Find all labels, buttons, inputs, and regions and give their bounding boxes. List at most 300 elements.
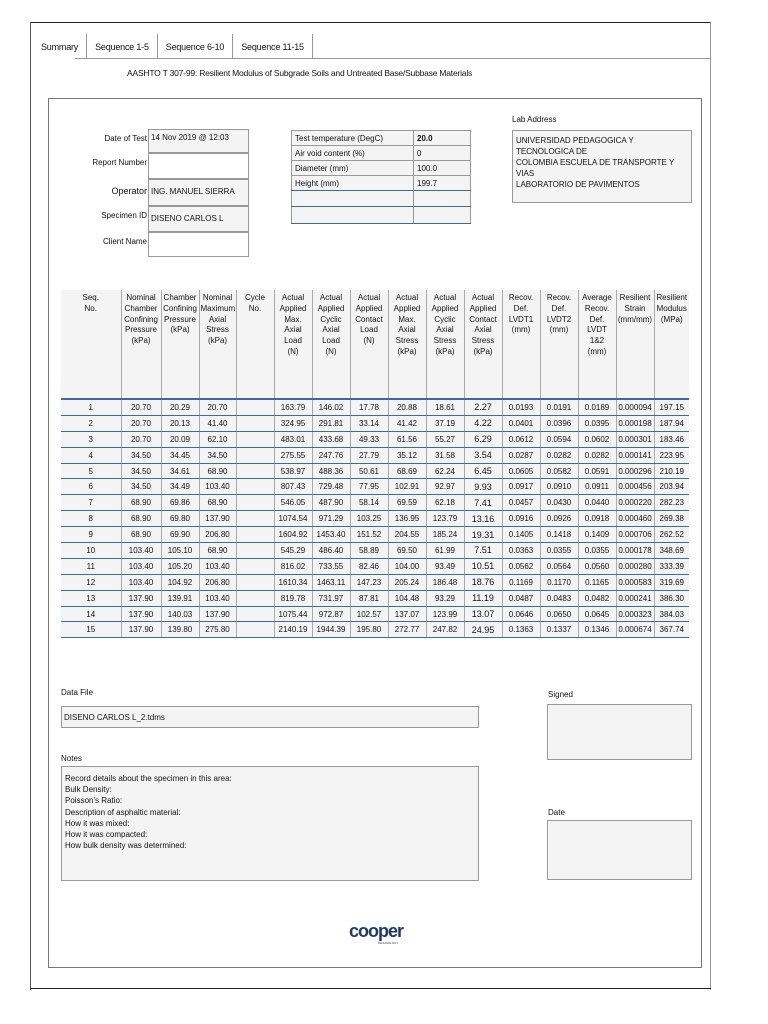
table-cell[interactable]: 137.90 (121, 606, 161, 622)
table-cell[interactable]: 1453.40 (312, 527, 350, 543)
table-cell[interactable]: 0.1405 (502, 527, 540, 543)
table-cell[interactable]: 262.52 (654, 527, 689, 543)
table-cell[interactable]: 68.90 (121, 527, 161, 543)
table-cell[interactable]: 19.31 (464, 527, 502, 543)
table-cell[interactable]: 103.25 (350, 511, 388, 527)
table-cell[interactable]: 0.0591 (578, 463, 616, 479)
date-field[interactable] (547, 820, 692, 880)
table-cell[interactable]: 0.1418 (540, 527, 578, 543)
table-cell[interactable] (236, 590, 274, 606)
table-cell[interactable]: 69.50 (388, 543, 426, 559)
table-cell[interactable]: 0.000296 (616, 463, 654, 479)
table-cell[interactable]: 183.46 (654, 431, 689, 447)
tab-sequence-11-15[interactable]: Sequence 11-15 (233, 34, 313, 58)
table-cell[interactable]: 0.0401 (502, 415, 540, 431)
table-cell[interactable]: 9.93 (464, 479, 502, 495)
table-cell[interactable]: 10 (61, 543, 121, 559)
table-cell[interactable]: 34.50 (199, 447, 236, 463)
table-cell[interactable]: 205.24 (388, 574, 426, 590)
table-cell[interactable]: 1074.54 (274, 511, 312, 527)
table-cell[interactable]: 37.19 (426, 415, 464, 431)
column-header (426, 290, 464, 390)
table-cell[interactable]: 69.86 (161, 495, 199, 511)
table-cell[interactable]: 807.43 (274, 479, 312, 495)
table-cell[interactable]: 0.0395 (578, 415, 616, 431)
table-cell[interactable]: 18.76 (464, 574, 502, 590)
table-cell[interactable]: 61.99 (426, 543, 464, 559)
table-cell[interactable]: 0.0282 (578, 447, 616, 463)
param-label: Test temperature (DegC) (292, 131, 414, 146)
table-cell[interactable]: 2.27 (464, 399, 502, 415)
table-cell[interactable]: 819.78 (274, 590, 312, 606)
report-number-field[interactable] (148, 153, 249, 179)
table-cell[interactable]: 733.55 (312, 558, 350, 574)
table-cell[interactable]: 103.40 (121, 558, 161, 574)
table-cell[interactable]: 146.02 (312, 399, 350, 415)
table-cell[interactable]: 62.18 (426, 495, 464, 511)
table-cell[interactable]: 0.0564 (540, 558, 578, 574)
table-cell[interactable]: 348.69 (654, 543, 689, 559)
table-cell[interactable]: 62.24 (426, 463, 464, 479)
table-cell[interactable]: 816.02 (274, 558, 312, 574)
right-border (710, 22, 711, 990)
table-cell[interactable]: 7.51 (464, 543, 502, 559)
tab-summary[interactable]: Summary (33, 34, 87, 58)
column-header-line: No. (248, 303, 262, 313)
table-cell[interactable]: 6 (61, 479, 121, 495)
table-cell[interactable]: 103.40 (199, 479, 236, 495)
table-cell[interactable]: 197.15 (654, 399, 689, 415)
table-cell[interactable]: 0.0287 (502, 447, 540, 463)
table-cell[interactable]: 319.69 (654, 574, 689, 590)
table-cell[interactable]: 0.0355 (578, 543, 616, 559)
table-cell[interactable]: 0.1409 (578, 527, 616, 543)
table-cell[interactable]: 0.000456 (616, 479, 654, 495)
table-cell[interactable]: 0.0926 (540, 511, 578, 527)
table-cell[interactable]: 137.90 (199, 511, 236, 527)
table-cell[interactable] (236, 399, 274, 415)
table-cell[interactable]: 12 (61, 574, 121, 590)
table-cell[interactable] (236, 574, 274, 590)
table-cell[interactable]: 123.99 (426, 606, 464, 622)
column-header-line: Cycle (244, 293, 265, 302)
table-cell[interactable]: 0.0193 (502, 399, 540, 415)
date-label: Date (548, 808, 565, 817)
table-cell[interactable]: 1604.92 (274, 527, 312, 543)
table-cell[interactable]: 0.000141 (616, 447, 654, 463)
table-cell[interactable]: 147.23 (350, 574, 388, 590)
table-cell[interactable]: 82.46 (350, 558, 388, 574)
table-cell[interactable]: 324.95 (274, 415, 312, 431)
table-cell[interactable]: 137.90 (121, 590, 161, 606)
table-cell[interactable]: 140.03 (161, 606, 199, 622)
table-cell[interactable]: 731.97 (312, 590, 350, 606)
table-cell[interactable]: 41.42 (388, 415, 426, 431)
table-cell[interactable]: 17.78 (350, 399, 388, 415)
table-cell[interactable]: 69.80 (161, 511, 199, 527)
table-cell[interactable]: 0.0396 (540, 415, 578, 431)
column-header-line: LVDT (587, 325, 607, 335)
column-header-line: (kPa) (207, 336, 228, 346)
separator-cell (578, 390, 616, 399)
column-header-line: Max. (284, 314, 302, 324)
table-cell[interactable]: 0.000583 (616, 574, 654, 590)
table-cell[interactable]: 486.40 (312, 543, 350, 559)
table-cell[interactable]: 136.95 (388, 511, 426, 527)
table-cell[interactable]: 0.0612 (502, 431, 540, 447)
table-cell[interactable]: 0.0430 (540, 495, 578, 511)
table-cell[interactable]: 0.0917 (502, 479, 540, 495)
table-cell[interactable]: 87.81 (350, 590, 388, 606)
table-cell[interactable]: 68.90 (121, 495, 161, 511)
signed-field[interactable] (547, 704, 692, 760)
table-cell[interactable]: 104.00 (388, 558, 426, 574)
table-cell[interactable]: 9 (61, 527, 121, 543)
table-cell[interactable]: 20.13 (161, 415, 199, 431)
table-cell[interactable]: 137.90 (199, 606, 236, 622)
table-cell[interactable]: 291.81 (312, 415, 350, 431)
table-cell[interactable]: 223.95 (654, 447, 689, 463)
table-cell[interactable]: 4.22 (464, 415, 502, 431)
param-empty-cell[interactable] (292, 191, 414, 207)
table-cell[interactable]: 31.58 (426, 447, 464, 463)
table-cell[interactable]: 27.79 (350, 447, 388, 463)
table-cell[interactable]: 7.41 (464, 495, 502, 511)
table-cell[interactable]: 33.14 (350, 415, 388, 431)
table-cell[interactable]: 203.94 (654, 479, 689, 495)
table-cell[interactable]: 0.1363 (502, 622, 540, 638)
table-cell[interactable]: 68.90 (199, 543, 236, 559)
table-cell[interactable]: 34.61 (161, 463, 199, 479)
column-header-line: LVDT2 (546, 314, 572, 324)
param-empty-cell[interactable] (414, 207, 471, 224)
param-value[interactable]: 199.7 (414, 176, 471, 191)
bottom-border (30, 988, 711, 989)
table-cell[interactable]: 69.59 (388, 495, 426, 511)
table-cell[interactable]: 0.0916 (502, 511, 540, 527)
table-cell[interactable]: 139.91 (161, 590, 199, 606)
column-header-line: Applied (317, 303, 345, 313)
table-cell[interactable]: 103.40 (199, 590, 236, 606)
table-cell[interactable]: 10.51 (464, 558, 502, 574)
table-cell[interactable]: 0.0487 (502, 590, 540, 606)
table-cell[interactable]: 0.0355 (540, 543, 578, 559)
table-cell[interactable]: 93.49 (426, 558, 464, 574)
results-table (61, 290, 689, 638)
table-cell[interactable]: 0.000674 (616, 622, 654, 638)
table-cell[interactable]: 0.000178 (616, 543, 654, 559)
table-cell[interactable]: 272.77 (388, 622, 426, 638)
table-cell[interactable]: 58.14 (350, 495, 388, 511)
table-cell[interactable] (236, 479, 274, 495)
table-row (61, 574, 689, 590)
table-cell[interactable]: 15 (61, 622, 121, 638)
table-cell[interactable]: 102.57 (350, 606, 388, 622)
table-cell[interactable]: 247.76 (312, 447, 350, 463)
column-header-line: Seq. (82, 293, 99, 302)
param-value[interactable]: 20.0 (414, 131, 471, 146)
table-cell[interactable] (236, 527, 274, 543)
table-cell[interactable]: 0.0562 (502, 558, 540, 574)
tab-sequence-1-5[interactable]: Sequence 1-5 (87, 34, 158, 58)
table-cell[interactable]: 34.49 (161, 479, 199, 495)
notes-line: Bulk Density: (65, 785, 112, 795)
table-cell[interactable]: 1 (61, 399, 121, 415)
table-cell[interactable]: 77.95 (350, 479, 388, 495)
table-cell[interactable]: 104.92 (161, 574, 199, 590)
table-cell[interactable]: 1463.11 (312, 574, 350, 590)
param-label: Diameter (mm) (292, 161, 414, 176)
table-cell[interactable]: 1944.39 (312, 622, 350, 638)
param-label: Air void content (%) (292, 146, 414, 161)
table-cell[interactable]: 275.55 (274, 447, 312, 463)
table-cell[interactable]: 13 (61, 590, 121, 606)
column-header-line: Load (284, 336, 302, 346)
table-cell[interactable]: 433.68 (312, 431, 350, 447)
table-cell[interactable]: 1610.34 (274, 574, 312, 590)
table-cell[interactable]: 0.000301 (616, 431, 654, 447)
table-cell[interactable]: 546.05 (274, 495, 312, 511)
table-cell[interactable] (236, 606, 274, 622)
tab-sequence-6-10[interactable]: Sequence 6-10 (158, 34, 233, 58)
table-cell[interactable]: 49.33 (350, 431, 388, 447)
table-cell[interactable]: 487.90 (312, 495, 350, 511)
table-cell[interactable]: 386.30 (654, 590, 689, 606)
table-cell[interactable]: 34.50 (121, 463, 161, 479)
table-cell[interactable] (236, 463, 274, 479)
table-cell[interactable]: 275.80 (199, 622, 236, 638)
table-cell[interactable]: 20.70 (199, 399, 236, 415)
table-cell[interactable]: 35.12 (388, 447, 426, 463)
table-cell[interactable]: 0.000460 (616, 511, 654, 527)
column-header-line: Axial (322, 325, 340, 335)
table-cell[interactable]: 1075.44 (274, 606, 312, 622)
table-cell[interactable] (236, 447, 274, 463)
table-cell[interactable]: 18.61 (426, 399, 464, 415)
table-cell[interactable]: 0.0363 (502, 543, 540, 559)
table-cell[interactable]: 11 (61, 558, 121, 574)
table-cell[interactable]: 102.91 (388, 479, 426, 495)
specimen-id-field[interactable]: DISENO CARLOS L (148, 206, 249, 232)
table-cell[interactable]: 0.0189 (578, 399, 616, 415)
table-cell[interactable]: 14 (61, 606, 121, 622)
table-cell[interactable]: 5 (61, 463, 121, 479)
table-cell[interactable]: 384.03 (654, 606, 689, 622)
param-value[interactable]: 0 (414, 146, 471, 161)
table-cell[interactable]: 0.0605 (502, 463, 540, 479)
table-cell[interactable]: 488.36 (312, 463, 350, 479)
table-cell[interactable]: 6.29 (464, 431, 502, 447)
table-cell[interactable]: 105.20 (161, 558, 199, 574)
param-value[interactable]: 100.0 (414, 161, 471, 176)
date-of-test-field[interactable]: 14 Nov 2019 @ 12:03 (148, 129, 249, 153)
table-cell[interactable]: 3 (61, 431, 121, 447)
table-cell[interactable]: 0.000198 (616, 415, 654, 431)
table-cell[interactable]: 210.19 (654, 463, 689, 479)
column-header (199, 290, 236, 390)
table-cell[interactable]: 0.000706 (616, 527, 654, 543)
table-cell[interactable]: 185.24 (426, 527, 464, 543)
table-cell[interactable]: 187.94 (654, 415, 689, 431)
column-header-line: Contact (355, 314, 383, 324)
table-cell[interactable]: 8 (61, 511, 121, 527)
notes-field[interactable] (61, 766, 479, 881)
table-cell[interactable]: 0.0483 (540, 590, 578, 606)
table-cell[interactable]: 61.56 (388, 431, 426, 447)
table-cell[interactable]: 0.0910 (540, 479, 578, 495)
table-cell[interactable] (236, 415, 274, 431)
table-cell[interactable]: 0.1170 (540, 574, 578, 590)
table-cell[interactable]: 20.09 (161, 431, 199, 447)
table-cell[interactable]: 282.23 (654, 495, 689, 511)
table-cell[interactable]: 972.87 (312, 606, 350, 622)
table-cell[interactable]: 105.10 (161, 543, 199, 559)
table-cell[interactable]: 204.55 (388, 527, 426, 543)
column-header-line: Confining (124, 314, 158, 324)
top-border (30, 22, 711, 23)
table-cell[interactable]: 139.80 (161, 622, 199, 638)
table-cell[interactable]: 0.1169 (502, 574, 540, 590)
column-header-line: Axial (398, 325, 416, 335)
column-header (312, 290, 350, 390)
table-cell[interactable] (236, 543, 274, 559)
table-cell[interactable]: 104.48 (388, 590, 426, 606)
table-cell[interactable]: 3.54 (464, 447, 502, 463)
table-cell[interactable]: 0.0645 (578, 606, 616, 622)
separator-cell (388, 390, 426, 399)
operator-field[interactable]: ING. MANUEL SIERRA (148, 179, 249, 206)
table-cell[interactable]: 0.0582 (540, 463, 578, 479)
table-cell[interactable]: 20.70 (121, 431, 161, 447)
table-cell[interactable]: 538.97 (274, 463, 312, 479)
table-cell[interactable]: 186.48 (426, 574, 464, 590)
table-cell[interactable]: 0.000280 (616, 558, 654, 574)
table-cell[interactable]: 0.0457 (502, 495, 540, 511)
param-empty-cell[interactable] (414, 191, 471, 207)
table-row (61, 495, 689, 511)
table-cell[interactable]: 0.0191 (540, 399, 578, 415)
table-cell[interactable]: 92.97 (426, 479, 464, 495)
table-cell[interactable]: 0.0646 (502, 606, 540, 622)
test-parameters-table (291, 130, 471, 224)
table-cell[interactable]: 123.79 (426, 511, 464, 527)
table-cell[interactable]: 20.88 (388, 399, 426, 415)
table-cell[interactable]: 93.29 (426, 590, 464, 606)
table-cell[interactable]: 247.82 (426, 622, 464, 638)
table-cell[interactable]: 0.0650 (540, 606, 578, 622)
table-cell[interactable]: 13.07 (464, 606, 502, 622)
table-cell[interactable]: 206.80 (199, 527, 236, 543)
table-cell[interactable]: 0.0602 (578, 431, 616, 447)
table-cell[interactable]: 103.40 (199, 558, 236, 574)
client-name-field[interactable] (148, 232, 249, 257)
column-header-line: Actual (357, 293, 381, 302)
table-cell[interactable]: 0.1165 (578, 574, 616, 590)
column-header-line: Maximum (200, 303, 236, 313)
table-cell[interactable] (236, 558, 274, 574)
table-cell[interactable]: 11.19 (464, 590, 502, 606)
table-cell[interactable]: 34.45 (161, 447, 199, 463)
table-cell[interactable]: 6.45 (464, 463, 502, 479)
table-cell[interactable]: 20.70 (121, 399, 161, 415)
table-cell[interactable]: 103.40 (121, 574, 161, 590)
table-cell[interactable]: 0.000094 (616, 399, 654, 415)
column-header-line: Axial (284, 325, 302, 335)
table-cell[interactable]: 545.29 (274, 543, 312, 559)
table-cell[interactable]: 0.0911 (578, 479, 616, 495)
notes-line: Poisson's Ratio: (65, 796, 123, 806)
data-file-field[interactable]: DISENO CARLOS L_2.tdms (61, 706, 479, 728)
table-cell[interactable]: 206.80 (199, 574, 236, 590)
table-cell[interactable]: 195.80 (350, 622, 388, 638)
table-cell[interactable]: 7 (61, 495, 121, 511)
table-cell[interactable]: 50.61 (350, 463, 388, 479)
table-cell[interactable]: 20.70 (121, 415, 161, 431)
table-cell[interactable]: 24.95 (464, 622, 502, 638)
table-cell[interactable]: 68.69 (388, 463, 426, 479)
table-cell[interactable] (236, 511, 274, 527)
table-cell[interactable] (236, 495, 274, 511)
table-cell[interactable]: 2140.19 (274, 622, 312, 638)
table-cell[interactable]: 20.29 (161, 399, 199, 415)
table-cell[interactable]: 367.74 (654, 622, 689, 638)
table-cell[interactable]: 68.90 (199, 463, 236, 479)
table-cell[interactable]: 0.0482 (578, 590, 616, 606)
table-cell[interactable]: 729.48 (312, 479, 350, 495)
logo-subtext: TECHNOLOGY (377, 941, 399, 945)
table-cell[interactable]: 137.90 (121, 622, 161, 638)
table-cell[interactable] (236, 431, 274, 447)
table-cell[interactable]: 269.38 (654, 511, 689, 527)
column-header-line: Load (322, 336, 340, 346)
table-cell[interactable]: 0.000241 (616, 590, 654, 606)
table-cell[interactable]: 68.90 (199, 495, 236, 511)
column-header-line: (kPa) (131, 336, 151, 346)
table-cell[interactable]: 55.27 (426, 431, 464, 447)
table-cell[interactable]: 2 (61, 415, 121, 431)
table-cell[interactable]: 483.01 (274, 431, 312, 447)
table-cell[interactable]: 0.000323 (616, 606, 654, 622)
table-cell[interactable]: 0.0560 (578, 558, 616, 574)
table-cell[interactable]: 41.40 (199, 415, 236, 431)
param-empty-cell[interactable] (292, 207, 414, 224)
table-cell[interactable]: 69.90 (161, 527, 199, 543)
table-cell[interactable]: 0.1346 (578, 622, 616, 638)
table-cell[interactable]: 0.000220 (616, 495, 654, 511)
table-cell[interactable]: 0.0440 (578, 495, 616, 511)
table-cell[interactable]: 13.16 (464, 511, 502, 527)
table-cell[interactable]: 0.0282 (540, 447, 578, 463)
table-cell[interactable]: 4 (61, 447, 121, 463)
lab-address-box[interactable] (512, 130, 692, 203)
table-cell[interactable]: 971.29 (312, 511, 350, 527)
table-cell[interactable]: 0.0918 (578, 511, 616, 527)
table-cell[interactable]: 34.50 (121, 479, 161, 495)
column-header-line: 1&2 (589, 336, 605, 346)
table-cell[interactable]: 103.40 (121, 543, 161, 559)
table-cell[interactable]: 137.07 (388, 606, 426, 622)
table-cell[interactable]: 34.50 (121, 447, 161, 463)
table-cell[interactable] (236, 622, 274, 638)
table-cell[interactable]: 0.0594 (540, 431, 578, 447)
table-cell[interactable]: 62.10 (199, 431, 236, 447)
table-cell[interactable]: 68.90 (121, 511, 161, 527)
table-cell[interactable]: 58.89 (350, 543, 388, 559)
table-cell[interactable]: 333.39 (654, 558, 689, 574)
table-cell[interactable]: 0.1337 (540, 622, 578, 638)
table-cell[interactable]: 163.79 (274, 399, 312, 415)
table-cell[interactable]: 151.52 (350, 527, 388, 543)
